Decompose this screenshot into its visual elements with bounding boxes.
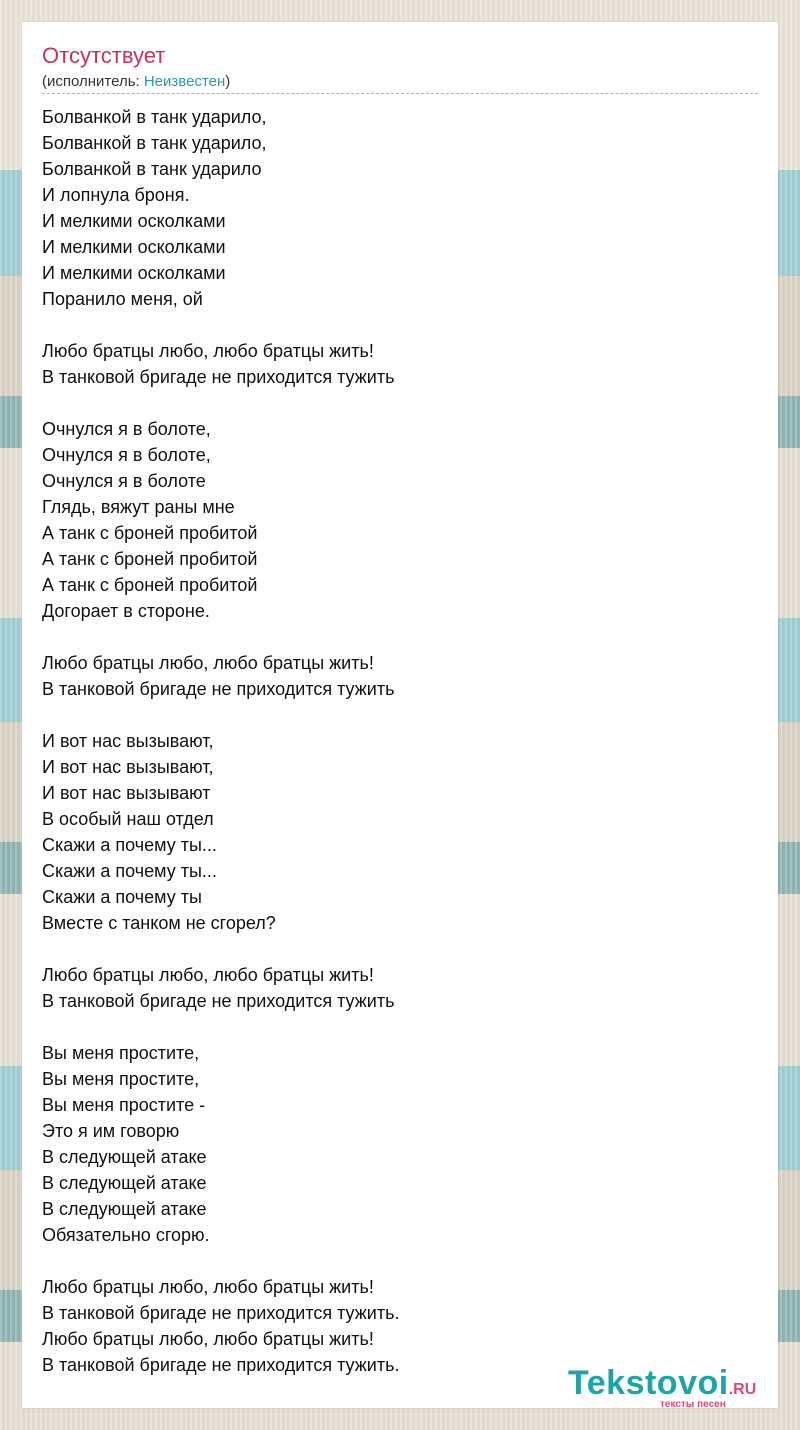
lyrics-line: В особый наш отдел (42, 809, 214, 829)
lyrics-line: Очнулся я в болоте (42, 471, 206, 491)
lyrics-line: В следующей атаке (42, 1173, 207, 1193)
lyrics-line: В танковой бригаде не приходится тужить. (42, 1303, 400, 1323)
lyrics-stanza (42, 104, 758, 312)
lyrics-line: Вы меня простите, (42, 1043, 200, 1063)
logo-tld: .RU (728, 1381, 757, 1398)
lyrics-line: Болванкой в танк ударило, (42, 107, 267, 127)
lyrics-line: Любо братцы любо, любо братцы жить! (42, 965, 374, 985)
lyrics-line: Очнулся я в болоте, (42, 445, 211, 465)
lyrics-card (22, 22, 778, 1408)
lyrics-line: Скажи а почему ты (42, 887, 202, 907)
lyrics-line: Болванкой в танк ударило, (42, 133, 267, 153)
lyrics-line: Поранило меня, ой (42, 289, 203, 309)
lyrics-line: А танк с броней пробитой (42, 575, 258, 595)
lyrics-stanza (42, 962, 758, 1014)
site-logo[interactable] (568, 1365, 778, 1410)
lyrics-body (42, 104, 758, 1404)
lyrics-line: Любо братцы любо, любо братцы жить! (42, 653, 374, 673)
song-title: Отсутствует (42, 43, 166, 68)
lyrics-stanza (42, 338, 758, 390)
lyrics-line: В танковой бригаде не приходится тужить (42, 991, 395, 1011)
logo-main-text: Tekstovoi (568, 1364, 729, 1402)
lyrics-line: Любо братцы любо, любо братцы жить! (42, 1277, 374, 1297)
lyrics-line: Догорает в стороне. (42, 601, 210, 621)
lyrics-line: Очнулся я в болоте, (42, 419, 211, 439)
lyrics-line: В следующей атаке (42, 1147, 207, 1167)
lyrics-line: Вы меня простите, (42, 1069, 200, 1089)
lyrics-line: И мелкими осколками (42, 211, 226, 231)
lyrics-stanza (42, 416, 758, 624)
lyrics-line: В танковой бригаде не приходится тужить. (42, 1355, 400, 1375)
lyrics-line: Любо братцы любо, любо братцы жить! (42, 1329, 374, 1349)
lyrics-line: Вы меня простите - (42, 1095, 206, 1115)
lyrics-line: Любо братцы любо, любо братцы жить! (42, 341, 374, 361)
lyrics-stanza (42, 650, 758, 702)
header-divider (42, 93, 758, 94)
artist-suffix: ) (225, 73, 231, 90)
lyrics-line: И лопнула броня. (42, 185, 190, 205)
lyrics-line: И мелкими осколками (42, 237, 226, 257)
lyrics-line: И мелкими осколками (42, 263, 226, 283)
lyrics-line: Обязательно сгорю. (42, 1225, 210, 1245)
logo-tagline: тексты песен (660, 1399, 726, 1410)
lyrics-line: В следующей атаке (42, 1199, 207, 1219)
artist-prefix: (исполнитель: (42, 73, 144, 90)
lyrics-line: Болванкой в танк ударило (42, 159, 262, 179)
lyrics-stanza (42, 728, 758, 936)
lyrics-line: Скажи а почему ты... (42, 861, 217, 881)
lyrics-line: А танк с броней пробитой (42, 523, 258, 543)
lyrics-line: И вот нас вызывают, (42, 757, 214, 777)
lyrics-line: В танковой бригаде не приходится тужить (42, 367, 395, 387)
lyrics-line: Вместе с танком не сгорел? (42, 913, 276, 933)
lyrics-line: Глядь, вяжут раны мне (42, 497, 235, 517)
lyrics-line: В танковой бригаде не приходится тужить (42, 679, 395, 699)
lyrics-line: Это я им говорю (42, 1121, 180, 1141)
lyrics-stanza (42, 1040, 758, 1248)
artist-line (42, 72, 230, 92)
lyrics-line: Скажи а почему ты... (42, 835, 217, 855)
lyrics-line: А танк с броней пробитой (42, 549, 258, 569)
lyrics-stanza (42, 1274, 758, 1378)
lyrics-line: И вот нас вызывают (42, 783, 211, 803)
artist-link[interactable]: Неизвестен (143, 73, 226, 90)
lyrics-line: И вот нас вызывают, (42, 731, 214, 751)
